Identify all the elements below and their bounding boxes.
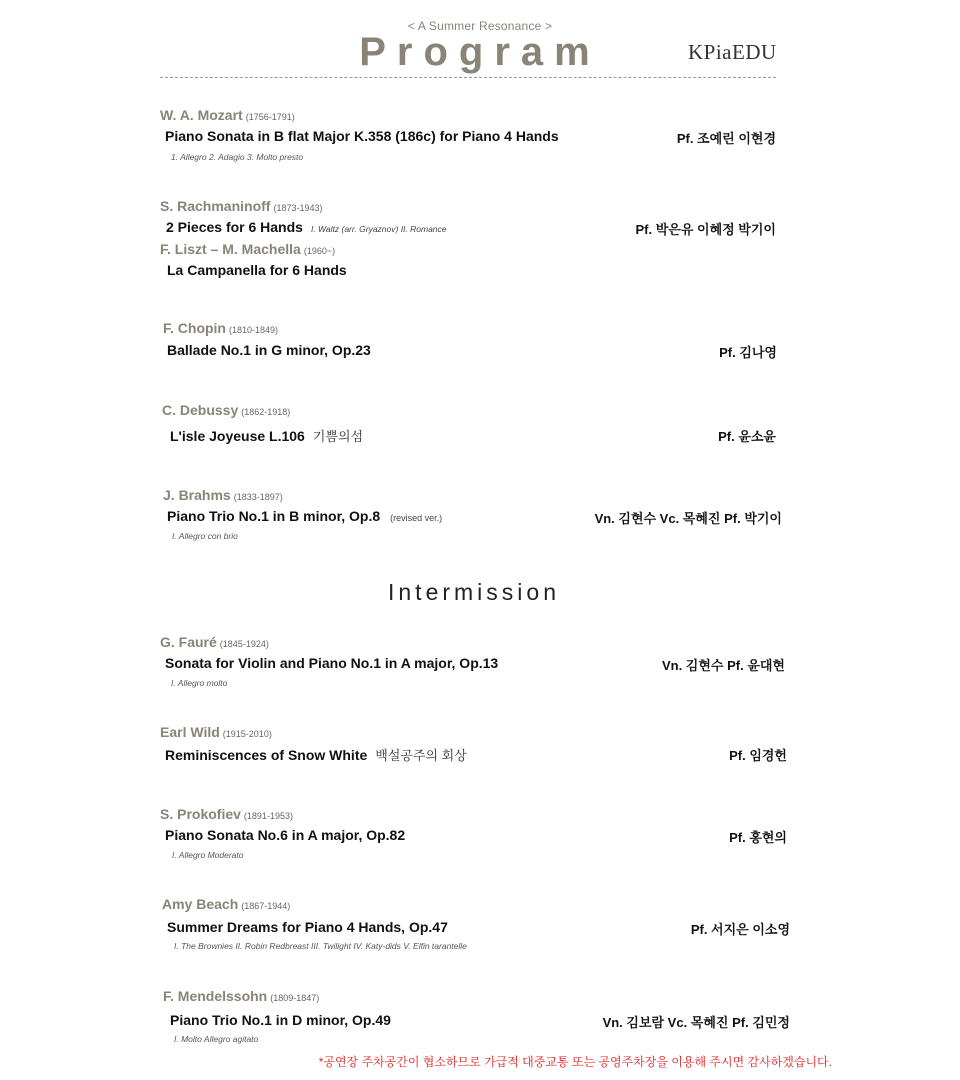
composer-years: (1891-1953) bbox=[243, 811, 293, 821]
composer-label: F. Mendelssohn bbox=[163, 988, 268, 1004]
movements: I. The Brownies II. Robin Redbreast III. Twilight IV. Katy-dids V. Elfin tarantelle bbox=[174, 941, 467, 951]
intermission-heading: Intermission bbox=[388, 579, 560, 605]
composer-name bbox=[160, 107, 295, 123]
work-label: 2 Pieces for 6 Hands bbox=[166, 219, 303, 235]
work-korean-title: 기쁨의섬 bbox=[312, 429, 364, 444]
work-title: Ballade No.1 in G minor, Op.23 bbox=[167, 342, 371, 358]
work-title: Summer Dreams for Piano 4 Hands, Op.47 bbox=[167, 919, 448, 935]
composer-name bbox=[162, 402, 290, 418]
work-title bbox=[165, 745, 467, 764]
performers: Pf. 임경헌 bbox=[729, 748, 787, 763]
composer-label: S. Prokofiev bbox=[160, 806, 241, 822]
composer-label: G. Fauré bbox=[160, 634, 217, 650]
performers: Pf. 윤소윤 bbox=[718, 429, 776, 444]
work-title: Sonata for Violin and Piano No.1 in A major, Op.13 bbox=[165, 655, 499, 671]
work-korean-title: 백설공주의 회상 bbox=[375, 748, 467, 763]
movements: I. Allegro con brio bbox=[172, 531, 238, 541]
composer-label: Earl Wild bbox=[160, 724, 220, 740]
composer-years: (1915-2010) bbox=[222, 729, 272, 739]
work-title bbox=[166, 219, 447, 235]
brand-logo: KPiaEDU bbox=[688, 40, 777, 64]
composer-label: C. Debussy bbox=[162, 402, 239, 418]
composer-years: (1845-1924) bbox=[219, 639, 269, 649]
composer-label: W. A. Mozart bbox=[160, 107, 243, 123]
work-title: Piano Trio No.1 in D minor, Op.49 bbox=[170, 1012, 391, 1028]
work-tag: (revised ver.) bbox=[390, 513, 443, 523]
work-title bbox=[170, 426, 363, 445]
composer-label: J. Brahms bbox=[163, 487, 231, 503]
performers: Pf. 홍현의 bbox=[729, 830, 787, 845]
program-subtitle: < A Summer Resonance > bbox=[407, 19, 553, 33]
work-title: Piano Sonata in B flat Major K.358 (186c) for Piano 4 Hands bbox=[165, 128, 559, 144]
composer-years: (1810-1849) bbox=[229, 325, 279, 335]
composer-name bbox=[162, 896, 290, 912]
movements: I. Allegro Moderato bbox=[172, 850, 244, 860]
movements: I. Molto Allegro agitato bbox=[174, 1034, 259, 1044]
composer-name bbox=[163, 487, 283, 503]
work-title: Piano Sonata No.6 in A major, Op.82 bbox=[165, 827, 406, 843]
work-title bbox=[167, 508, 442, 524]
composer-years: (1873-1943) bbox=[273, 203, 323, 213]
composer-years: (1862-1918) bbox=[241, 407, 291, 417]
composer-years: (1809-1847) bbox=[270, 993, 320, 1003]
work-title-2: La Campanella for 6 Hands bbox=[167, 262, 347, 278]
movements: 1. Allegro 2. Adagio 3. Molto presto bbox=[171, 152, 304, 162]
composer-label: S. Rachmaninoff bbox=[160, 198, 271, 214]
composer-years-2: (1960~) bbox=[303, 246, 336, 256]
composer-years: (1833-1897) bbox=[233, 492, 283, 502]
composer-name bbox=[160, 634, 269, 650]
parking-footnote: *공연장 주차공간이 협소하므로 가급적 대중교통 또는 공영주차장을 이용해 주시면 감사하겠습니다. bbox=[318, 1055, 832, 1069]
work-label: Reminiscences of Snow White bbox=[165, 747, 368, 763]
performers: Pf. 박은유 이혜정 박기이 bbox=[635, 222, 776, 237]
composer-name bbox=[163, 988, 319, 1004]
performers: Pf. 김나영 bbox=[719, 345, 777, 360]
composer-name bbox=[160, 198, 323, 214]
header-divider bbox=[160, 77, 776, 78]
composer-name bbox=[163, 320, 278, 336]
performers: Pf. 서지은 이소영 bbox=[690, 922, 790, 937]
performers: Vn. 김현수 Pf. 윤대현 bbox=[661, 658, 785, 673]
performers: Vn. 김현수 Vc. 목혜진 Pf. 박기이 bbox=[594, 511, 782, 526]
performers: Pf. 조예린 이현경 bbox=[676, 131, 776, 146]
composer-label-2: F. Liszt – M. Machella bbox=[160, 241, 301, 257]
composer-label: Amy Beach bbox=[162, 896, 239, 912]
work-label: L'isle Joyeuse L.106 bbox=[170, 428, 305, 444]
work-label: Piano Trio No.1 in B minor, Op.8 bbox=[167, 508, 381, 524]
work-note: I. Waltz (arr. Gryaznov) II. Romance bbox=[310, 224, 447, 234]
composer-name-2 bbox=[160, 241, 335, 257]
composer-years: (1867-1944) bbox=[241, 901, 291, 911]
composer-label: F. Chopin bbox=[163, 320, 226, 336]
composer-name bbox=[160, 806, 293, 822]
composer-name bbox=[160, 724, 272, 740]
performers: Vn. 김보람 Vc. 목혜진 Pf. 김민정 bbox=[602, 1015, 790, 1030]
movements: I. Allegro molto bbox=[171, 678, 228, 688]
composer-years: (1756-1791) bbox=[245, 112, 295, 122]
program-title: Program bbox=[359, 30, 601, 74]
